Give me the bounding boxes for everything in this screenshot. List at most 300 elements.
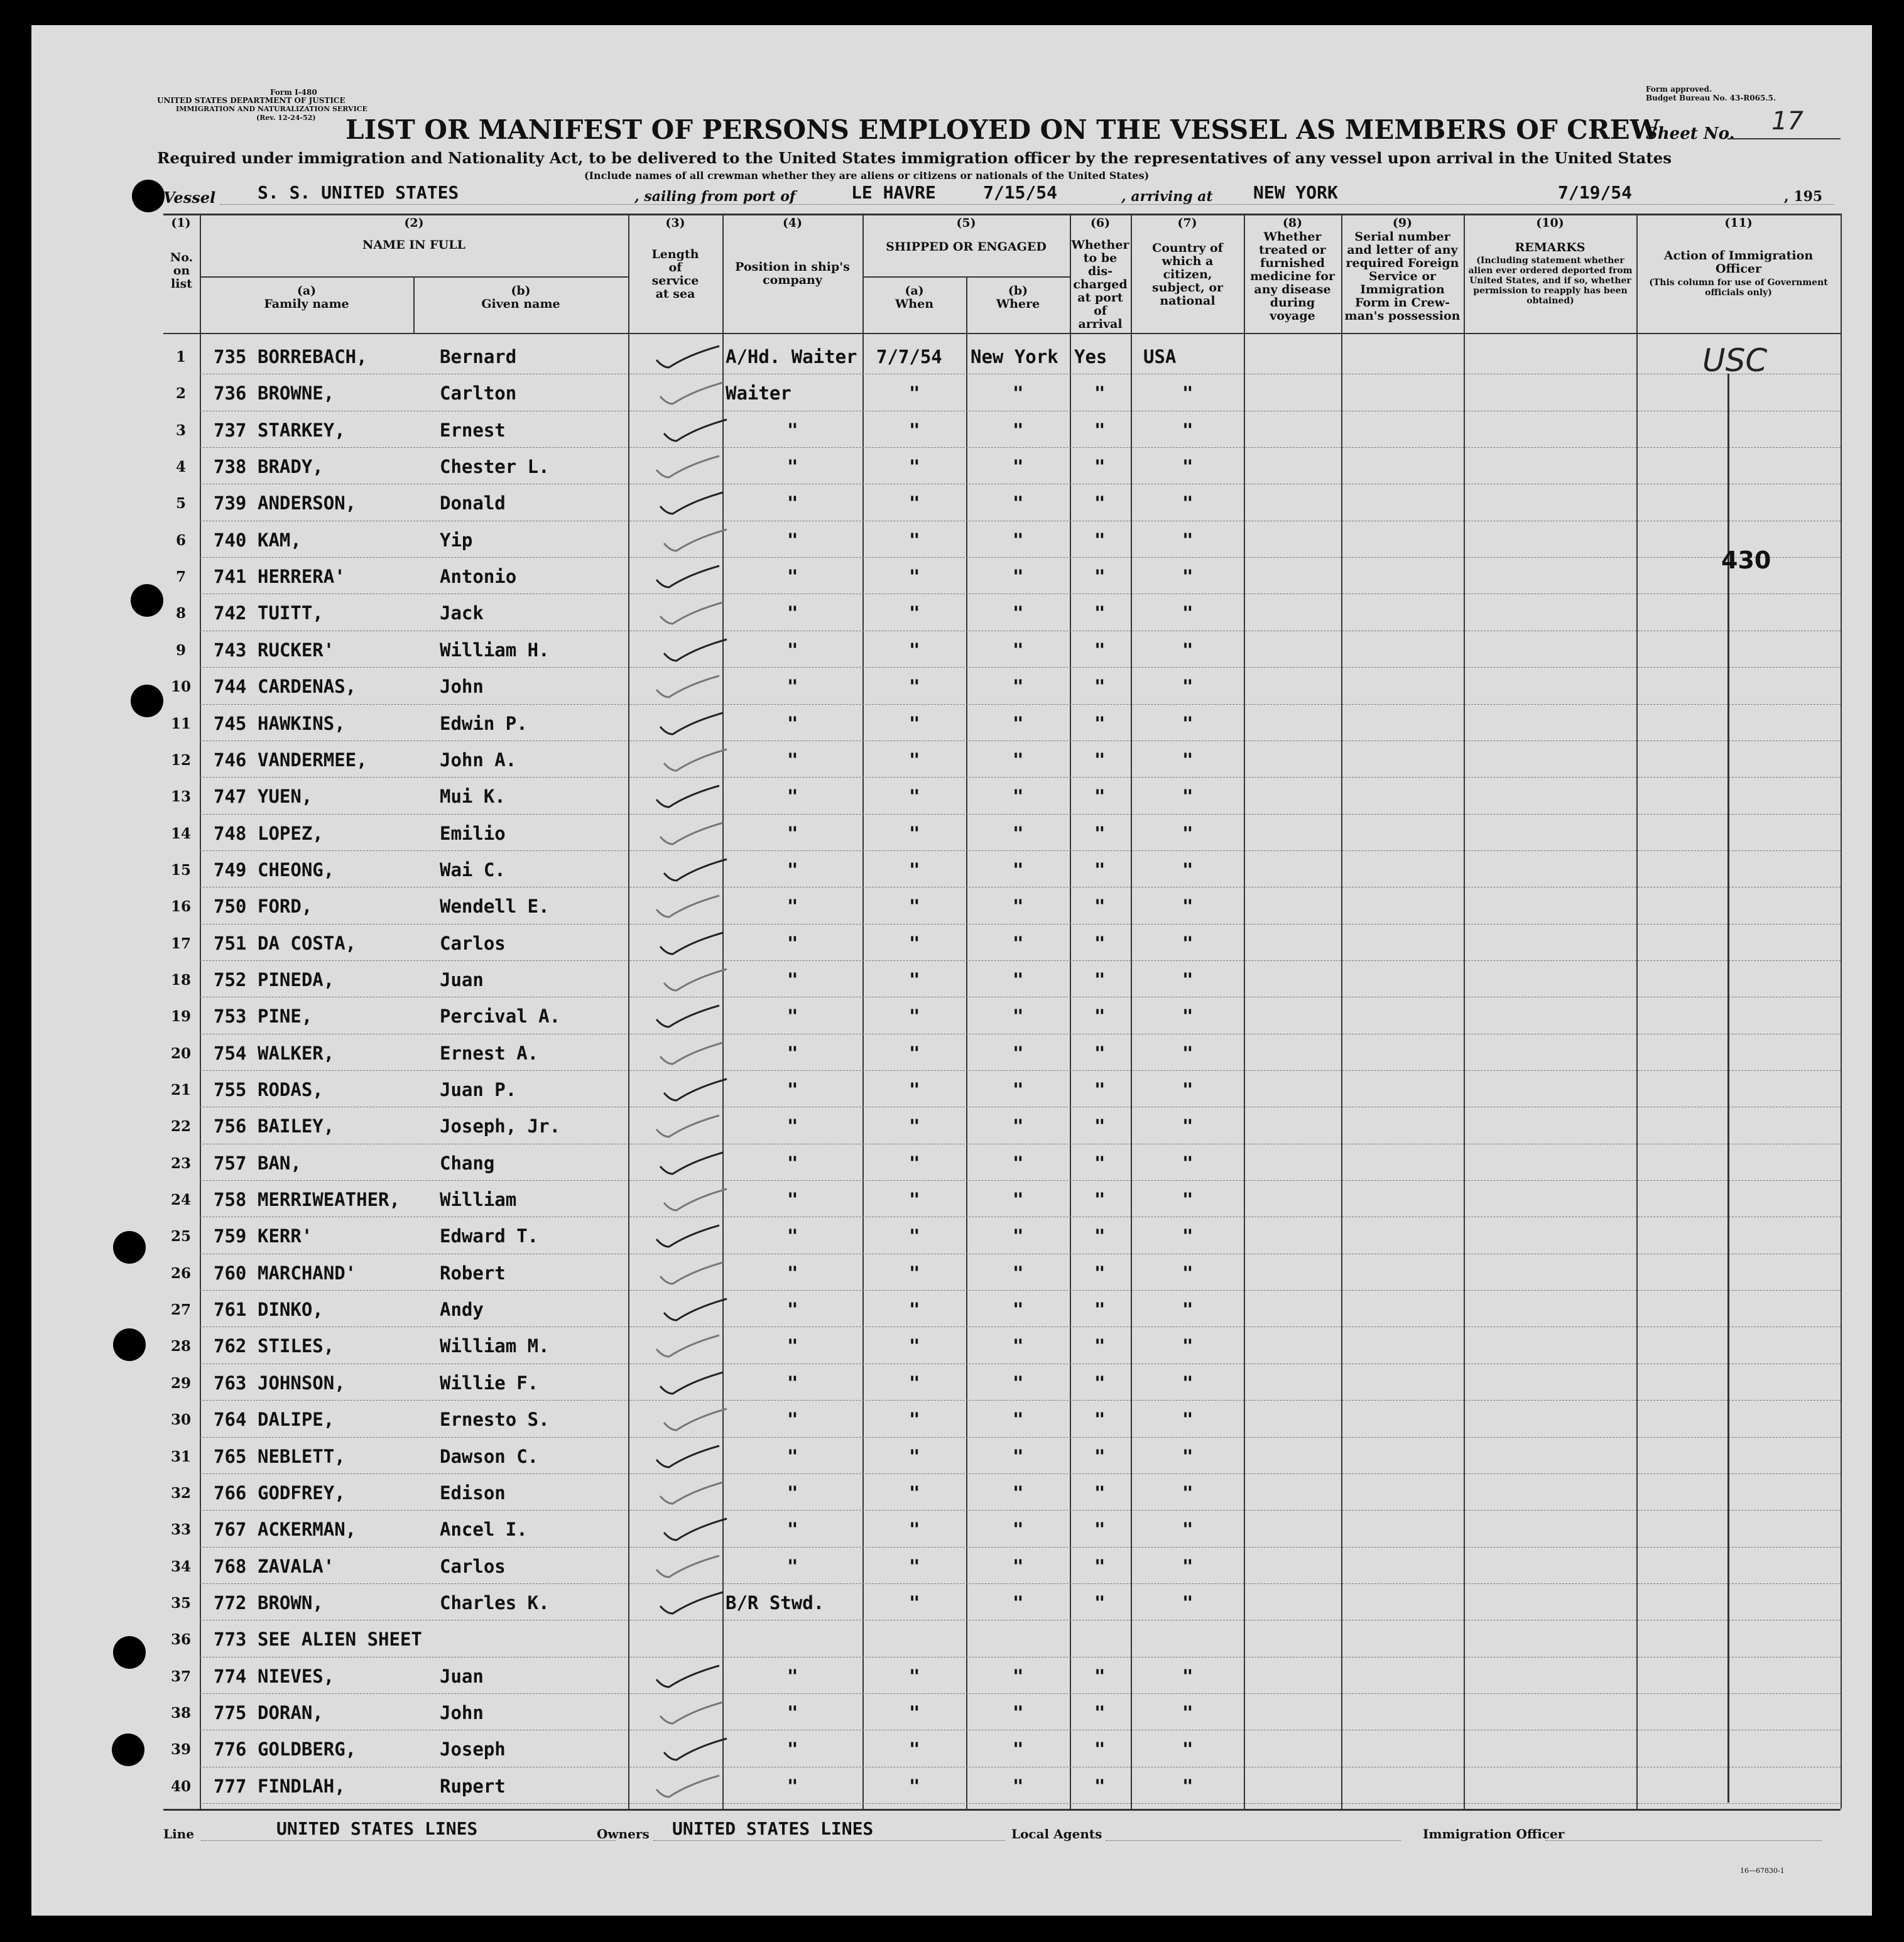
col7-header: Country of which a citizen, subject, or national xyxy=(1151,241,1224,308)
family-name: NIEVES, xyxy=(258,1665,335,1687)
line-number: 36 xyxy=(170,1631,191,1649)
given-name: Carlos xyxy=(440,1555,506,1577)
country: " xyxy=(1182,1189,1194,1211)
footer-underline xyxy=(653,1840,1005,1841)
position: " xyxy=(787,896,798,918)
row-rule xyxy=(200,1473,1841,1474)
arrival-date: 7/19/54 xyxy=(1558,182,1633,203)
family-name: JOHNSON, xyxy=(258,1372,345,1394)
shipped-where: " xyxy=(1013,676,1024,698)
line-number: 35 xyxy=(170,1594,191,1612)
list-number: 754 xyxy=(214,1042,247,1064)
col-sep xyxy=(628,214,629,1809)
discharge: " xyxy=(1094,932,1106,954)
check-mark-icon xyxy=(654,1039,748,1070)
country: " xyxy=(1182,566,1194,588)
shipped-when: " xyxy=(909,492,920,514)
country: " xyxy=(1182,1335,1194,1357)
line-number: 40 xyxy=(170,1777,191,1795)
check-mark-icon xyxy=(654,1478,748,1510)
shipped-where: " xyxy=(1013,1775,1024,1797)
shipped-where: " xyxy=(1013,749,1024,771)
given-name: Charles K. xyxy=(440,1592,550,1614)
country: " xyxy=(1182,1079,1194,1100)
family-name: STILES, xyxy=(258,1335,335,1357)
shipped-when: " xyxy=(909,382,920,404)
discharge: " xyxy=(1094,1775,1106,1797)
discharge: " xyxy=(1094,1665,1106,1687)
arriving-label: , arriving at xyxy=(1121,188,1213,205)
position: " xyxy=(787,712,798,734)
col-sep xyxy=(862,214,864,1809)
list-number: 748 xyxy=(214,822,247,844)
list-number: 755 xyxy=(214,1079,247,1100)
shipped-where: " xyxy=(1013,602,1024,624)
family-name: TUITT, xyxy=(258,602,324,624)
row-rule xyxy=(200,777,1841,778)
country: " xyxy=(1182,602,1194,624)
shipped-when: " xyxy=(909,1335,920,1357)
family-name: BRADY, xyxy=(258,456,324,478)
position: " xyxy=(787,1262,798,1284)
col6-header: Whether to be dis-charged at port of arrival xyxy=(1071,238,1129,331)
line-number: 14 xyxy=(170,825,191,842)
check-mark-icon xyxy=(654,709,748,740)
discharge: " xyxy=(1094,492,1106,514)
country: " xyxy=(1182,1739,1194,1760)
shipped-where: " xyxy=(1013,1409,1024,1431)
check-mark-icon xyxy=(658,1515,752,1546)
shipped-when: " xyxy=(909,1115,920,1137)
shipped-when: " xyxy=(909,1775,920,1797)
list-number: 752 xyxy=(214,968,247,990)
discharge: " xyxy=(1094,1042,1106,1064)
col9-num: (9) xyxy=(1392,216,1413,230)
col7-num: (7) xyxy=(1177,216,1197,230)
footer-underline xyxy=(1545,1840,1822,1841)
list-number: 749 xyxy=(214,859,247,881)
given-name: Edwin P. xyxy=(440,712,528,734)
shipped-where: " xyxy=(1013,1519,1024,1541)
col4-num: (4) xyxy=(782,216,803,230)
given-name: Robert xyxy=(440,1262,506,1284)
country: " xyxy=(1182,529,1194,551)
shipped-where: " xyxy=(1013,1299,1024,1321)
punch-hole xyxy=(112,1733,144,1766)
check-mark-icon xyxy=(654,489,748,520)
shipped-where: " xyxy=(1013,1665,1024,1687)
col-sep xyxy=(1341,214,1342,1809)
family-name: KERR' xyxy=(258,1225,313,1247)
col5a-num: (a) xyxy=(905,284,924,298)
country: " xyxy=(1182,1409,1194,1431)
shipped-where: " xyxy=(1013,896,1024,918)
col-sep xyxy=(1131,214,1132,1809)
list-number: 767 xyxy=(214,1519,247,1541)
given-name: Edison xyxy=(440,1482,506,1504)
family-name: GODFREY, xyxy=(258,1482,345,1504)
owners-label: Owners xyxy=(597,1826,650,1842)
list-number: 737 xyxy=(214,419,247,441)
check-mark-icon xyxy=(658,1185,752,1217)
row-rule xyxy=(200,557,1841,558)
given-name: Antonio xyxy=(440,566,517,588)
family-name: CHEONG, xyxy=(258,859,335,881)
shipped-where: " xyxy=(1013,382,1024,404)
discharge: Yes xyxy=(1074,346,1107,367)
shipped-where: " xyxy=(1013,1189,1024,1211)
col3-header: Length of service at sea xyxy=(651,247,699,301)
check-mark-icon xyxy=(650,1112,744,1143)
shipped-when: " xyxy=(909,859,920,881)
country: " xyxy=(1182,1152,1194,1174)
list-number: 763 xyxy=(214,1372,247,1394)
country: " xyxy=(1182,712,1194,734)
shipped-when: " xyxy=(909,1665,920,1687)
list-number: 760 xyxy=(214,1262,247,1284)
family-name: DINKO, xyxy=(258,1299,324,1321)
given-name: Juan xyxy=(440,1665,484,1687)
shipped-where: " xyxy=(1013,529,1024,551)
col5b-num: (b) xyxy=(1008,284,1028,298)
row-rule xyxy=(200,1583,1841,1584)
line-number: 13 xyxy=(170,788,191,806)
family-name: RUCKER' xyxy=(258,639,335,661)
given-name: Emilio xyxy=(440,822,506,844)
punch-hole xyxy=(113,1636,146,1669)
punch-hole xyxy=(131,584,163,617)
officer-bracket-line xyxy=(1727,374,1729,1803)
line-number: 33 xyxy=(170,1521,191,1539)
position: " xyxy=(787,492,798,514)
country: " xyxy=(1182,1115,1194,1137)
table-top-rule xyxy=(163,214,1841,215)
shipped-when: " xyxy=(909,1592,920,1614)
col2a-num: (a) xyxy=(296,284,317,298)
country: " xyxy=(1182,859,1194,881)
family-name: FINDLAH, xyxy=(258,1775,345,1797)
discharge: " xyxy=(1094,419,1106,441)
discharge: " xyxy=(1094,712,1106,734)
col2a-header: Family name xyxy=(264,297,349,311)
given-name: Ernest A. xyxy=(440,1042,539,1064)
family-name: VANDERMEE, xyxy=(258,749,367,771)
punch-hole xyxy=(113,1231,146,1264)
discharge: " xyxy=(1094,1189,1106,1211)
shipped-where: " xyxy=(1013,566,1024,588)
discharge: " xyxy=(1094,1701,1106,1723)
given-name: Wendell E. xyxy=(440,896,550,918)
list-number: 751 xyxy=(214,932,247,954)
row-rule xyxy=(200,1290,1841,1291)
country: " xyxy=(1182,1445,1194,1467)
shipped-when: " xyxy=(909,1409,920,1431)
country: " xyxy=(1182,1555,1194,1577)
punch-hole xyxy=(131,685,163,717)
discharge: " xyxy=(1094,1519,1106,1541)
table-header-rule xyxy=(163,333,1841,334)
list-number: 743 xyxy=(214,639,247,661)
given-name: Chang xyxy=(440,1152,495,1174)
shipped-where: " xyxy=(1013,1739,1024,1760)
country: " xyxy=(1182,382,1194,404)
family-name: BAILEY, xyxy=(258,1115,335,1137)
list-number: 745 xyxy=(214,712,247,734)
shipped-where: " xyxy=(1013,1115,1024,1137)
line-number: 26 xyxy=(170,1264,191,1282)
given-name: Carlos xyxy=(440,932,506,954)
usc-annotation: USC xyxy=(1702,342,1768,379)
family-name: PINEDA, xyxy=(258,968,335,990)
col2b-num: (b) xyxy=(511,284,531,298)
check-mark-icon xyxy=(650,452,744,484)
line-number: 39 xyxy=(170,1741,191,1759)
line-label: Line xyxy=(163,1826,194,1842)
footer-underline xyxy=(1106,1840,1401,1841)
given-name: Dawson C. xyxy=(440,1445,539,1467)
line-number: 8 xyxy=(175,605,186,622)
line-number: 20 xyxy=(170,1044,191,1062)
agents-label: Local Agents xyxy=(1011,1826,1102,1842)
line-number: 9 xyxy=(175,641,186,659)
family-name: RODAS, xyxy=(258,1079,324,1100)
shipped-where: " xyxy=(1013,639,1024,661)
check-mark-icon xyxy=(654,1369,748,1400)
list-number: 756 xyxy=(214,1115,247,1137)
discharge: " xyxy=(1094,456,1106,478)
family-name: BAN, xyxy=(258,1152,302,1174)
given-name: Mui K. xyxy=(440,786,506,808)
given-name: Jack xyxy=(440,602,484,624)
manifest-page xyxy=(31,25,1872,1916)
row-rule xyxy=(200,1070,1841,1071)
arriving-port: NEW YORK xyxy=(1253,182,1338,203)
position: " xyxy=(787,1519,798,1541)
sailing-label: , sailing from port of xyxy=(634,188,796,205)
position: " xyxy=(787,1042,798,1064)
row-rule xyxy=(200,1326,1841,1327)
discharge: " xyxy=(1094,529,1106,551)
discharge: " xyxy=(1094,639,1106,661)
position: " xyxy=(787,1372,798,1394)
position: " xyxy=(787,822,798,844)
list-number: 773 xyxy=(214,1629,247,1651)
line-number: 31 xyxy=(170,1448,191,1465)
col2b-header: Given name xyxy=(481,297,560,311)
form-title: LIST OR MANIFEST OF PERSONS EMPLOYED ON THE VESSEL AS MEMBERS OF CREW xyxy=(345,114,1660,145)
discharge: " xyxy=(1094,1299,1106,1321)
position: " xyxy=(787,1445,798,1467)
given-name: Yip xyxy=(440,529,473,551)
col8-header: Whether treated or furnished medicine for any disease during voyage xyxy=(1250,230,1335,323)
shipped-where: " xyxy=(1013,1482,1024,1504)
position: " xyxy=(787,1079,798,1100)
shipped-where: " xyxy=(1013,1592,1024,1614)
shipped-when: " xyxy=(909,602,920,624)
shipped-where: New York xyxy=(971,346,1058,367)
row-rule xyxy=(200,1803,1841,1804)
position: " xyxy=(787,566,798,588)
shipped-when: 7/7/54 xyxy=(876,346,942,367)
check-mark-icon xyxy=(650,562,744,594)
line-number: 37 xyxy=(170,1668,191,1685)
position: " xyxy=(787,1189,798,1211)
family-name: HAWKINS, xyxy=(258,712,345,734)
check-mark-icon xyxy=(650,1552,744,1583)
list-number: 772 xyxy=(214,1592,247,1614)
given-name: Edward T. xyxy=(440,1225,539,1247)
given-name: Carlton xyxy=(440,382,517,404)
given-name: Joseph xyxy=(440,1739,506,1760)
list-number: 761 xyxy=(214,1299,247,1321)
list-number: 775 xyxy=(214,1701,247,1723)
country: " xyxy=(1182,639,1194,661)
position: " xyxy=(787,1555,798,1577)
line-number: 25 xyxy=(170,1228,191,1245)
col11-note: (This column for use of Government officials only) xyxy=(1649,278,1828,298)
print-code: 16—67830-1 xyxy=(1740,1867,1785,1875)
family-name: LOPEZ, xyxy=(258,822,324,844)
line-number: 7 xyxy=(175,568,186,586)
country: " xyxy=(1182,749,1194,771)
col8-num: (8) xyxy=(1282,216,1303,230)
check-mark-icon xyxy=(658,1295,752,1326)
list-number: 768 xyxy=(214,1555,247,1577)
sub-header-rule xyxy=(862,276,1070,278)
family-name: DALIPE, xyxy=(258,1409,335,1431)
check-mark-icon xyxy=(654,379,748,410)
position: " xyxy=(787,786,798,808)
row-rule xyxy=(200,960,1841,961)
department: UNITED STATES DEPARTMENT OF JUSTICE xyxy=(157,96,345,105)
country: " xyxy=(1182,492,1194,514)
given-name: Ernesto S. xyxy=(440,1409,550,1431)
shipped-when: " xyxy=(909,1006,920,1028)
table-bottom-rule xyxy=(163,1809,1841,1811)
discharge: " xyxy=(1094,1225,1106,1247)
col-sep xyxy=(966,276,967,1809)
shipped-when: " xyxy=(909,749,920,771)
family-name: PINE, xyxy=(258,1006,313,1028)
given-name: Chester L. xyxy=(440,456,550,478)
discharge: " xyxy=(1094,749,1106,771)
check-mark-icon xyxy=(650,782,744,813)
position: " xyxy=(787,676,798,698)
shipped-where: " xyxy=(1013,859,1024,881)
list-number: 742 xyxy=(214,602,247,624)
col2-num: (2) xyxy=(404,216,424,230)
discharge: " xyxy=(1094,968,1106,990)
country: " xyxy=(1182,1006,1194,1028)
shipped-where: " xyxy=(1013,1152,1024,1174)
list-number: 744 xyxy=(214,676,247,698)
list-number: 740 xyxy=(214,529,247,551)
line-number: 15 xyxy=(170,861,191,879)
col-sep xyxy=(1070,214,1071,1809)
col11-header: Action of Immigration Officer xyxy=(1663,249,1814,276)
country: " xyxy=(1182,676,1194,698)
shipped-when: " xyxy=(909,712,920,734)
discharge: " xyxy=(1094,382,1106,404)
family-name: FORD, xyxy=(258,896,313,918)
shipped-when: " xyxy=(909,1262,920,1284)
family-name: WALKER, xyxy=(258,1042,335,1064)
discharge: " xyxy=(1094,1445,1106,1467)
family-name: NEBLETT, xyxy=(258,1445,345,1467)
family-name: STARKEY, xyxy=(258,419,345,441)
line-number: 32 xyxy=(170,1484,191,1502)
country: USA xyxy=(1143,346,1177,367)
family-name: ACKERMAN, xyxy=(258,1519,357,1541)
row-rule xyxy=(200,1693,1841,1694)
given-name: William xyxy=(440,1189,517,1211)
row-rule xyxy=(200,1437,1841,1438)
form-number: Form I-480 xyxy=(270,88,317,97)
family-name: SEE ALIEN SHEET xyxy=(258,1629,422,1651)
row-rule xyxy=(200,704,1841,705)
discharge: " xyxy=(1094,1079,1106,1100)
line-number: 3 xyxy=(175,421,186,439)
line-number: 10 xyxy=(170,678,191,696)
shipped-when: " xyxy=(909,566,920,588)
country: " xyxy=(1182,822,1194,844)
list-number: 758 xyxy=(214,1189,247,1211)
list-number: 765 xyxy=(214,1445,247,1467)
list-number: 746 xyxy=(214,749,247,771)
col-sep xyxy=(1244,214,1245,1809)
position: " xyxy=(787,1775,798,1797)
position: " xyxy=(787,749,798,771)
check-mark-icon xyxy=(650,1772,744,1803)
line-number: 19 xyxy=(170,1008,191,1026)
discharge: " xyxy=(1094,1739,1106,1760)
shipped-when: " xyxy=(909,676,920,698)
list-number: 776 xyxy=(214,1739,247,1760)
list-number: 777 xyxy=(214,1775,247,1797)
given-name: Rupert xyxy=(440,1775,506,1797)
col10-header: REMARKS xyxy=(1515,241,1586,254)
family-name: GOLDBERG, xyxy=(258,1739,357,1760)
shipped-when: " xyxy=(909,896,920,918)
country: " xyxy=(1182,419,1194,441)
shipped-when: " xyxy=(909,1225,920,1247)
line-number: 16 xyxy=(170,898,191,916)
row-rule xyxy=(200,1400,1841,1401)
position: " xyxy=(787,1739,798,1760)
discharge: " xyxy=(1094,1372,1106,1394)
line-number: 2 xyxy=(175,385,186,403)
check-mark-icon xyxy=(658,416,752,447)
count-annotation: 430 xyxy=(1721,546,1771,574)
check-mark-icon xyxy=(650,342,744,374)
check-mark-icon xyxy=(650,892,744,923)
line-number: 6 xyxy=(175,531,186,549)
check-mark-icon xyxy=(654,599,748,630)
family-name: MARCHAND' xyxy=(258,1262,357,1284)
line-number: 11 xyxy=(170,715,191,732)
shipped-where: " xyxy=(1013,712,1024,734)
given-name: Bernard xyxy=(440,346,517,367)
country: " xyxy=(1182,456,1194,478)
check-mark-icon xyxy=(650,1332,744,1363)
punch-hole xyxy=(113,1328,146,1361)
col-sep xyxy=(1464,214,1465,1809)
given-name: Donald xyxy=(440,492,506,514)
shipped-when: " xyxy=(909,1445,920,1467)
position: " xyxy=(787,968,798,990)
shipped-where: " xyxy=(1013,786,1024,808)
col1-num: (1) xyxy=(171,216,191,230)
